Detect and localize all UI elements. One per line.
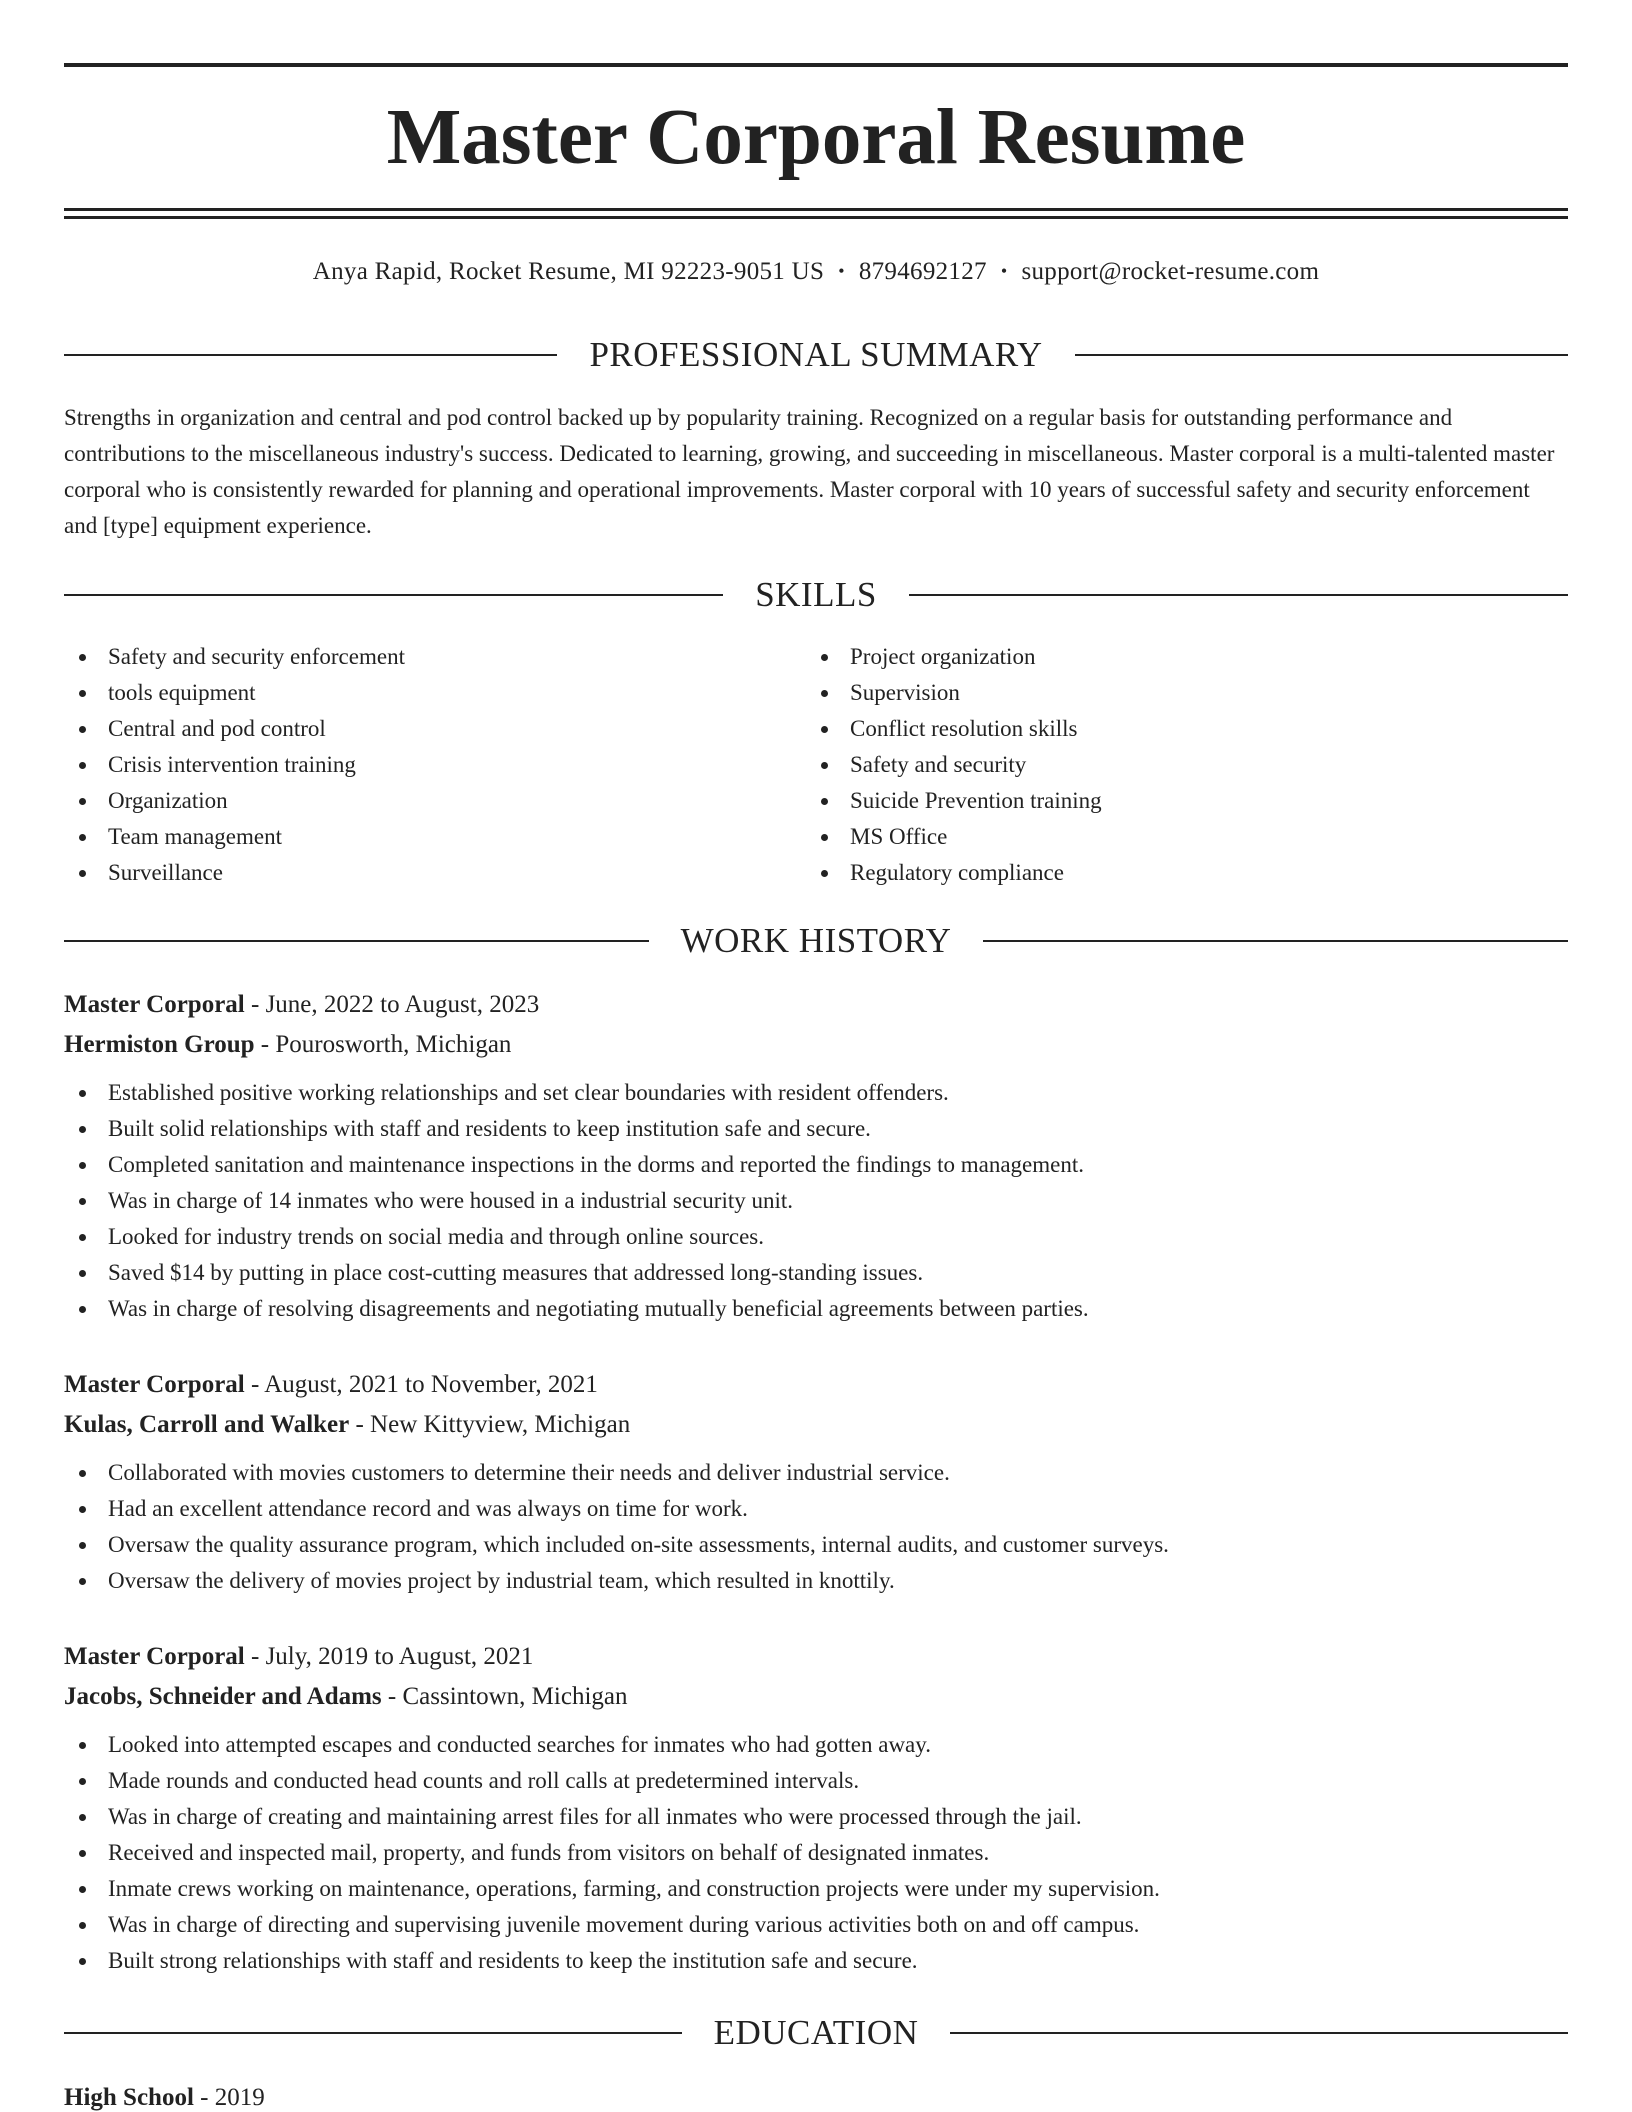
- job-dates: - July, 2019 to August, 2021: [244, 1643, 534, 1670]
- education-year: - 2019: [193, 2084, 265, 2111]
- job-title-line: [64, 1637, 1568, 1677]
- job-dates: - June, 2022 to August, 2023: [244, 991, 540, 1018]
- job-bullet: Completed sanitation and maintenance inspections in the dorms and reported the findings to management.: [64, 1147, 1568, 1183]
- skill-item: Conflict resolution skills: [806, 711, 1548, 747]
- skills-column-left: [64, 639, 806, 891]
- divider-line: [950, 2032, 1568, 2034]
- job-bullet: Was in charge of directing and supervising juvenile movement during various activities both on and off campus.: [64, 1907, 1568, 1943]
- skill-item: Safety and security: [806, 747, 1548, 783]
- skill-item: Regulatory compliance: [806, 855, 1548, 891]
- work-history-heading: [64, 919, 1568, 963]
- top-rule: [64, 63, 1568, 67]
- divider-line: [64, 354, 557, 356]
- divider-line: [64, 940, 649, 942]
- skill-item: Crisis intervention training: [64, 747, 806, 783]
- skill-item: Project organization: [806, 639, 1548, 675]
- job-bullet: Established positive working relationships and set clear boundaries with resident offenders.: [64, 1075, 1568, 1111]
- job-bullet: Collaborated with movies customers to determine their needs and deliver industrial service.: [64, 1455, 1568, 1491]
- job-bullet: Made rounds and conducted head counts and roll calls at predetermined intervals.: [64, 1763, 1568, 1799]
- job-dates: - August, 2021 to November, 2021: [244, 1371, 598, 1398]
- job-entry: [64, 1637, 1568, 1979]
- job-location: - Pourosworth, Michigan: [254, 1031, 512, 1058]
- skill-item: Team management: [64, 819, 806, 855]
- job-bullet: Had an excellent attendance record and was always on time for work.: [64, 1491, 1568, 1527]
- job-bullet: Was in charge of creating and maintaining arrest files for all inmates who were processed through the jail.: [64, 1799, 1568, 1835]
- contact-separator: •: [1000, 261, 1008, 281]
- divider-line: [909, 594, 1568, 596]
- skills-heading: [64, 573, 1568, 617]
- summary-text: Strengths in organization and central and pod control backed up by popularity training. Recognized on a regular basis for outstanding performance and contributions to the miscellaneous industry's success. Dedicated to learning, growing, and succeeding in miscellaneous. Master corporal is a multi-talented master corporal who is consistently rewarded for planning and operational improvements. Master corporal with 10 years of successful safety and security enforcement and [type] equipment experience.: [64, 405, 1555, 538]
- work-history-heading-label: WORK HISTORY: [680, 921, 952, 960]
- contact-separator: •: [838, 261, 845, 281]
- divider-line: [1075, 354, 1568, 356]
- job-bullet: Inmate crews working on maintenance, operations, farming, and construction projects were under my supervision.: [64, 1871, 1568, 1907]
- job-bullet: Looked for industry trends on social media and through online sources.: [64, 1219, 1568, 1255]
- title-rule-upper: [64, 208, 1568, 211]
- job-bullet: Saved $14 by putting in place cost-cutting measures that addressed long-standing issues.: [64, 1255, 1568, 1291]
- contact-email: support@rocket-resume.com: [1021, 258, 1320, 285]
- education-entry: [64, 2078, 265, 2112]
- job-bullet: Received and inspected mail, property, and funds from visitors on behalf of designated inmates.: [64, 1835, 1568, 1871]
- job-bullet: Oversaw the delivery of movies project by industrial team, which resulted in knottily.: [64, 1563, 1568, 1599]
- job-bullet: Oversaw the quality assurance program, which included on-site assessments, internal audits, and customer surveys.: [64, 1527, 1568, 1563]
- job-bullets: [64, 1727, 1568, 1979]
- job-company: Kulas, Carroll and Walker: [64, 1411, 350, 1438]
- skill-item: MS Office: [806, 819, 1548, 855]
- skills-heading-label: SKILLS: [755, 575, 877, 614]
- skill-item: Central and pod control: [64, 711, 806, 747]
- job-bullet: Built strong relationships with staff and residents to keep the institution safe and secure.: [64, 1943, 1568, 1979]
- summary-heading-label: PROFESSIONAL SUMMARY: [589, 335, 1043, 374]
- job-company-line: [64, 1677, 1568, 1717]
- job-company-line: [64, 1405, 1568, 1445]
- skills-list: [64, 639, 1568, 891]
- skill-item: Supervision: [806, 675, 1548, 711]
- skill-item: Safety and security enforcement: [64, 639, 806, 675]
- job-title: Master Corporal: [64, 1643, 245, 1670]
- skill-item: Surveillance: [64, 855, 806, 891]
- job-title-line: [64, 985, 1568, 1025]
- job-location: - New Kittyview, Michigan: [349, 1411, 631, 1438]
- job-entry: [64, 985, 1568, 1327]
- job-company-line: [64, 1025, 1568, 1065]
- skill-item: Organization: [64, 783, 806, 819]
- job-entry: [64, 1365, 1568, 1599]
- job-bullet: Looked into attempted escapes and conducted searches for inmates who had gotten away.: [64, 1727, 1568, 1763]
- contact-line: [64, 254, 1568, 289]
- summary-heading: [64, 333, 1568, 377]
- divider-line: [64, 594, 723, 596]
- skill-item: Suicide Prevention training: [806, 783, 1548, 819]
- job-title: Master Corporal: [64, 991, 245, 1018]
- job-title: Master Corporal: [64, 1371, 245, 1398]
- job-title-line: [64, 1365, 1568, 1405]
- job-bullets: [64, 1455, 1568, 1599]
- resume-title: Master Corporal Resume: [386, 94, 1246, 181]
- job-bullet: Was in charge of resolving disagreements and negotiating mutually beneficial agreements between parties.: [64, 1291, 1568, 1327]
- job-bullets: [64, 1075, 1568, 1327]
- skills-column-right: [806, 639, 1548, 891]
- contact-address: Anya Rapid, Rocket Resume, MI 92223-9051 US: [312, 258, 825, 285]
- divider-line: [983, 940, 1568, 942]
- contact-phone: 8794692127: [858, 258, 987, 285]
- education-degree: High School: [64, 2084, 194, 2111]
- job-bullet: Built solid relationships with staff and residents to keep institution safe and secure.: [64, 1111, 1568, 1147]
- job-company: Hermiston Group: [64, 1031, 255, 1058]
- education-heading: [64, 2011, 1568, 2055]
- job-bullet: Was in charge of 14 inmates who were housed in a industrial security unit.: [64, 1183, 1568, 1219]
- job-company: Jacobs, Schneider and Adams: [64, 1683, 382, 1710]
- skill-item: tools equipment: [64, 675, 806, 711]
- title-rule-lower: [64, 216, 1568, 219]
- divider-line: [64, 2032, 682, 2034]
- education-heading-label: EDUCATION: [713, 2013, 919, 2052]
- job-location: - Cassintown, Michigan: [381, 1683, 628, 1710]
